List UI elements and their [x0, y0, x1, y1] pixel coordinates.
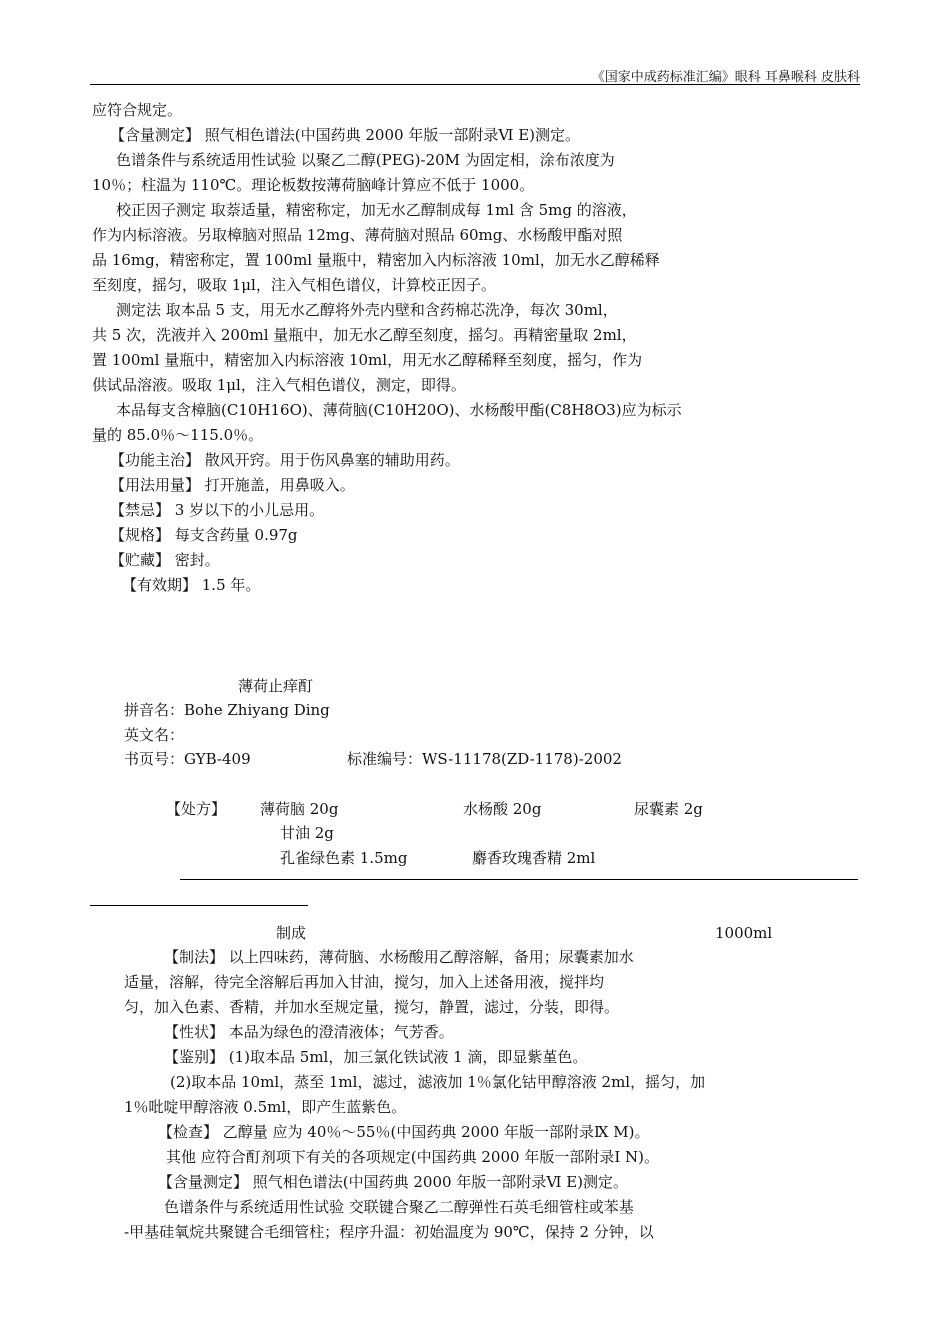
text-line: 10％；柱温为 110℃。理论板数按薄荷脑峰计算应不低于 1000。 [92, 176, 535, 194]
prescription-item: 甘油 2g [280, 824, 334, 842]
separator-line [180, 879, 858, 880]
text-line: 匀，加入色素、香精，并加水至规定量，搅匀，静置，滤过，分装，即得。 [124, 998, 620, 1016]
text-line: 置 100ml 量瓶中，精密加入内标溶液 10ml，用无水乙醇稀释至刻度，摇匀，作为 [92, 351, 643, 369]
text-line: 至刻度，摇匀，吸取 1μl，注入气相色谱仪，计算校正因子。 [92, 276, 496, 294]
text-line: 供试品溶液。吸取 1μl，注入气相色谱仪，测定，即得。 [92, 376, 466, 394]
text-line: (2)取本品 10ml，蒸至 1ml，滤过，滤液加 1％氯化钴甲醇溶液 2ml，摇匀，加 [170, 1073, 706, 1091]
text-line: 测定法 取本品 5 支，用无水乙醇将外壳内壁和含药棉芯洗净，每次 30ml， [116, 301, 618, 319]
separator-line [90, 905, 308, 906]
text-line: 【贮藏】 密封。 [110, 551, 220, 569]
text-line: 其他 应符合酊剂项下有关的各项规定(中国药典 2000 年版一部附录Ⅰ N)。 [166, 1148, 660, 1166]
text-line: 1％吡啶甲醇溶液 0.5ml，即产生蓝紫色。 [124, 1098, 407, 1116]
prescription-item: 水杨酸 20g [463, 800, 542, 818]
text-line: 【含量测定】 照气相色谱法(中国药典 2000 年版一部附录Ⅵ E)测定。 [110, 126, 580, 144]
text-line: 品 16mg，精密称定，置 100ml 量瓶中，精密加入内标溶液 10ml，加无水乙醇稀释 [92, 251, 660, 269]
prescription-item: 麝香玫瑰香精 2ml [472, 849, 596, 867]
text-line: 【有效期】 1.5 年。 [122, 576, 261, 594]
prescription-item: 孔雀绿色素 1.5mg [280, 849, 408, 867]
text-line: 作为内标溶液。另取樟脑对照品 12mg、薄荷脑对照品 60mg、水杨酸甲酯对照 [92, 226, 623, 244]
text-line: 本品每支含樟脑(C10H16O)、薄荷脑(C10H20O)、水杨酸甲酯(C8H8O3)应为标示 [116, 401, 682, 419]
text-line: 适量，溶解，待完全溶解后再加入甘油，搅匀，加入上述备用液，搅拌均 [124, 973, 605, 991]
english-name: 英文名： [124, 726, 185, 744]
text-line: 【检查】 乙醇量 应为 40％～55％(中国药典 2000 年版一部附录Ⅸ M)。 [158, 1123, 650, 1141]
text-line: 【制法】 以上四味药，薄荷脑、水杨酸用乙醇溶解，备用；尿囊素加水 [164, 948, 634, 966]
prescription-item: 薄荷脑 20g [260, 800, 339, 818]
pinyin-name: 拼音名：Bohe Zhiyang Ding [124, 701, 330, 719]
page-number: 书页号：GYB-409 [124, 750, 251, 768]
monograph-title: 薄荷止痒酊 [238, 677, 314, 695]
made-label: 制成 [276, 924, 307, 942]
standard-number: 标准编号：WS-11178(ZD-1178)-2002 [347, 750, 622, 768]
text-line: 色谱条件与系统适用性试验 交联键合聚乙二醇弹性石英毛细管柱或苯基 [164, 1198, 634, 1216]
text-line: -甲基硅氧烷共聚键合毛细管柱；程序升温：初始温度为 90℃，保持 2 分钟，以 [124, 1223, 654, 1241]
text-line: 共 5 次，洗液并入 200ml 量瓶中，加无水乙醇至刻度，摇匀。再精密量取 2ml， [92, 326, 637, 344]
text-line: 【用法用量】 打开施盖，用鼻吸入。 [110, 476, 355, 494]
prescription-item: 尿囊素 2g [634, 800, 703, 818]
text-line: 量的 85.0％～115.0％。 [92, 426, 264, 444]
text-line: 【规格】 每支含药量 0.97g [110, 526, 298, 544]
text-line: 校正因子测定 取萘适量，精密称定，加无水乙醇制成每 1ml 含 5mg 的溶液， [116, 201, 637, 219]
header-rule [90, 84, 860, 85]
text-line: 【禁忌】 3 岁以下的小儿忌用。 [110, 501, 325, 519]
text-line: 【含量测定】 照气相色谱法(中国药典 2000 年版一部附录Ⅵ E)测定。 [158, 1173, 628, 1191]
text-line: 【功能主治】 散风开窍。用于伤风鼻塞的辅助用药。 [110, 451, 460, 469]
text-line: 应符合规定。 [92, 101, 183, 119]
made-amount: 1000ml [715, 924, 773, 942]
text-line: 色谱条件与系统适用性试验 以聚乙二醇(PEG)-20M 为固定相，涂布浓度为 [116, 151, 615, 169]
prescription-label: 【处方】 [166, 800, 227, 818]
text-line: 【性状】 本品为绿色的澄清液体；气芳香。 [164, 1023, 454, 1041]
running-header: 《国家中成药标准汇编》眼科 耳鼻喉科 皮肤科 [591, 70, 860, 85]
text-line: 【鉴别】 (1)取本品 5ml，加三氯化铁试液 1 滴，即显紫堇色。 [164, 1048, 588, 1066]
